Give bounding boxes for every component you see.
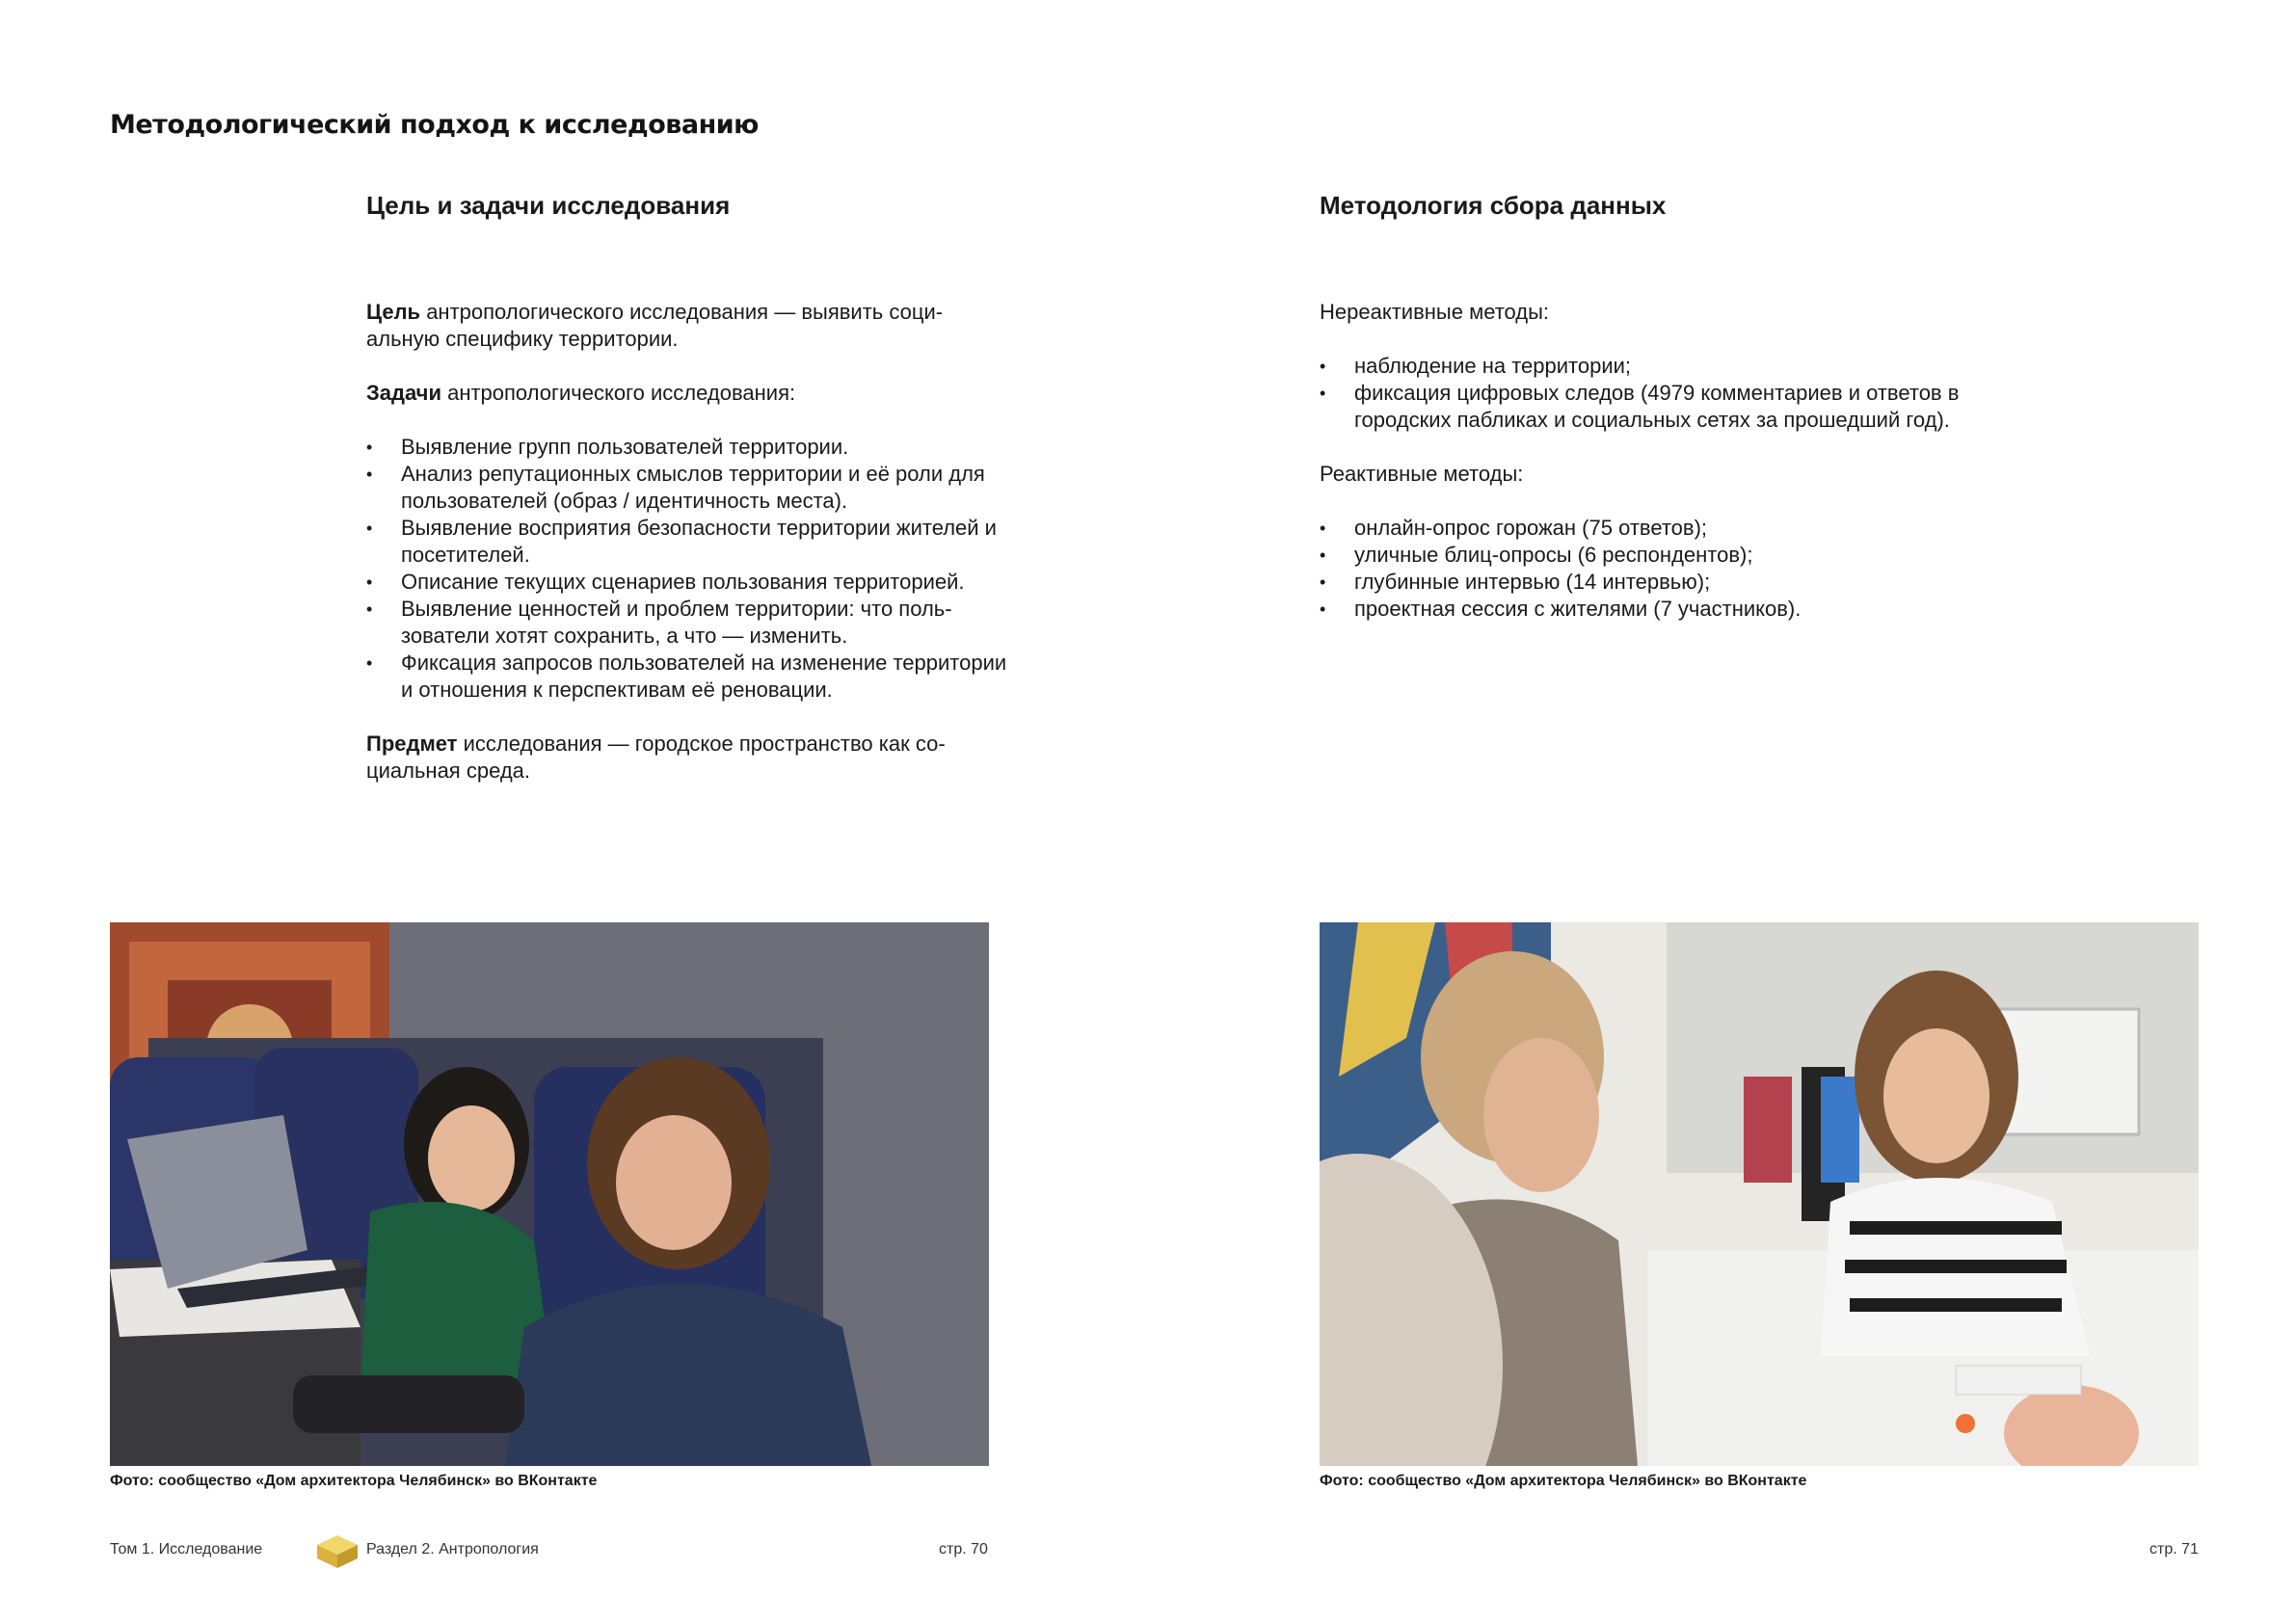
list-item: • фиксация цифровых следов (4979 комментариев и ответов в городских пабликах и социальных сетях за прошедший год). [1320, 380, 1961, 434]
list-item: • Выявление восприятия безопасности территории жителей и посетителей. [366, 515, 1007, 569]
research-goals-column [366, 189, 1007, 812]
goals-title: Цель и задачи исследования [366, 191, 731, 220]
photo-caption-left: Фото: сообщество «Дом архитектора Челябинск» во ВКонтакте [110, 1473, 598, 1489]
list-item: • наблюдение на территории; [1320, 353, 1961, 380]
tasks-intro: Задачи антропологического исследования: [366, 381, 796, 405]
methods-title: Методология сбора данных [1320, 191, 1667, 220]
photo-workshop-laptop [110, 922, 989, 1466]
list-item: • Фиксация запросов пользователей на изменение территории и отношения к перспективам её реновации. [366, 650, 1007, 704]
footer-volume: Том 1. Исследование [110, 1541, 263, 1557]
subject-paragraph: Предмет исследования — городское пространство как социальная среда. [366, 732, 946, 783]
footer-section: Раздел 2. Антропология [366, 1541, 539, 1557]
list-item: • Анализ репутационных смыслов территории и её роли для пользователей (образ / идентичность места). [366, 461, 1007, 515]
reactive-label: Реактивные методы: [1320, 462, 1524, 486]
nonreactive-label: Нереактивные методы: [1320, 300, 1550, 324]
page-number-right: стр. 71 [2149, 1541, 2199, 1557]
list-item: • Выявление групп пользователей территории. [366, 434, 1007, 461]
page-heading: Методологический подход к исследованию [110, 110, 759, 140]
list-item: • Выявление ценностей и проблем территории: что пользователи хотят сохранить, а что — изменить. [366, 596, 1007, 650]
list-item: • Описание текущих сценариев пользования территорией. [366, 569, 1007, 596]
tasks-list [366, 434, 1007, 704]
section-cube-icon [315, 1532, 360, 1571]
photo-illustration [1320, 922, 2199, 1466]
goal-paragraph: Цель антропологического исследования — выявить социальную специфику территории. [366, 300, 944, 351]
list-item: • глубинные интервью (14 интервью); [1320, 569, 1961, 596]
data-methods-column [1320, 189, 1961, 650]
photo-workshop-session [1320, 922, 2199, 1466]
list-item: • проектная сессия с жителями (7 участников). [1320, 596, 1961, 623]
reactive-list [1320, 515, 1961, 623]
photo-illustration [110, 922, 989, 1466]
list-item: • уличные блиц-опросы (6 респондентов); [1320, 542, 1961, 569]
page-number-left: стр. 70 [939, 1541, 988, 1557]
nonreactive-list [1320, 353, 1961, 434]
photo-caption-right: Фото: сообщество «Дом архитектора Челябинск» во ВКонтакте [1320, 1473, 1807, 1489]
list-item: • онлайн-опрос горожан (75 ответов); [1320, 515, 1961, 542]
